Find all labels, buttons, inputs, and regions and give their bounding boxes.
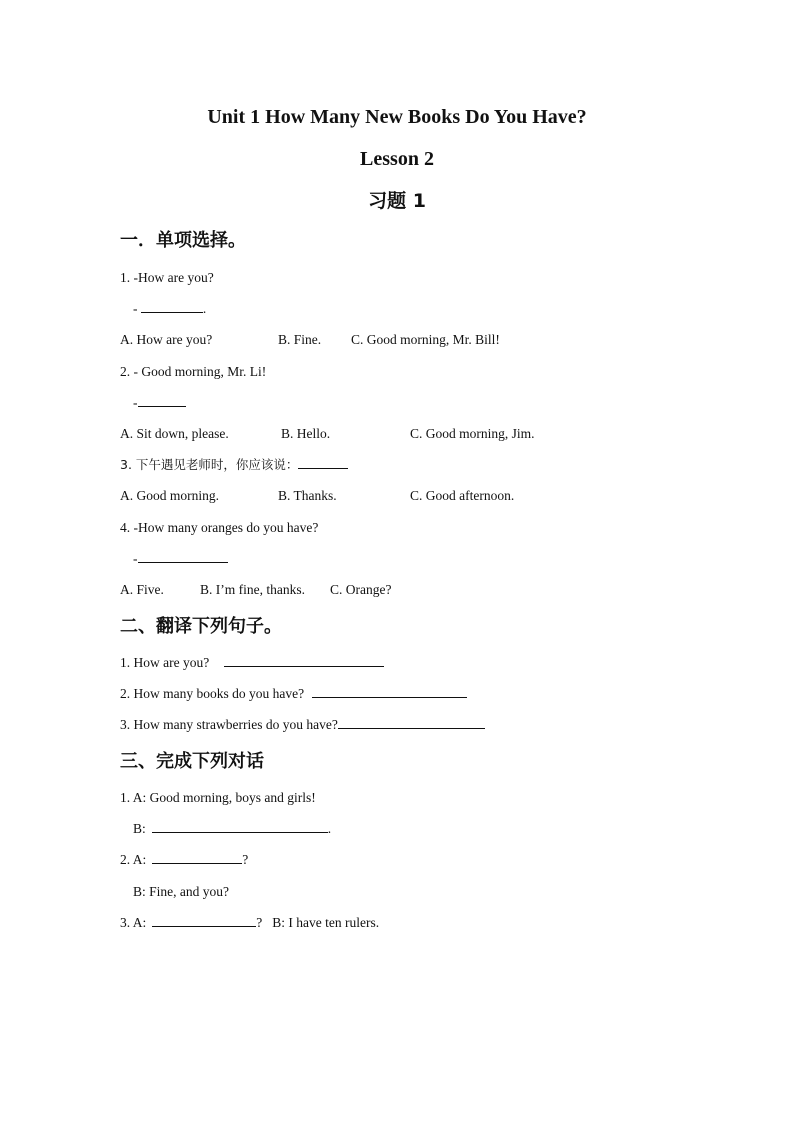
q1-answer-line [133, 300, 206, 318]
dialog-2-a-suffix: ? [242, 852, 249, 867]
dialog-2-b: B: Fine, and you? [133, 884, 229, 899]
q1-answer-prefix: - [133, 301, 141, 316]
dialog-3-line [120, 914, 379, 932]
dialog-3-b: B: I have ten rulers. [272, 915, 380, 930]
dialog-2-a-label: 2. A: [120, 852, 147, 867]
q2-option-a: A. Sit down, please. [120, 426, 229, 441]
translate-2-blank[interactable] [312, 685, 467, 698]
dialog-1-b-blank[interactable] [152, 820, 328, 833]
section3-heading: 三、完成下列对话 [120, 751, 264, 772]
dialog-3-a-label: 3. A: [120, 915, 147, 930]
translate-1-line [120, 654, 384, 672]
q2-answer-line [133, 394, 186, 412]
q1-option-a: A. How are you? [120, 332, 213, 347]
translate-3-line [120, 716, 485, 734]
q2-option-c: C. Good morning, Jim. [410, 426, 535, 441]
q1-option-c: C. Good morning, Mr. Bill! [351, 332, 500, 347]
translate-1-text: 1. How are you? [120, 655, 210, 670]
q3-option-b: B. Thanks. [278, 488, 337, 503]
exercise-title: 习题 1 [368, 190, 426, 212]
q3-option-c: C. Good afternoon. [410, 488, 515, 503]
dialog-3-a-suffix: ? [256, 915, 263, 930]
q1-option-b: B. Fine. [278, 332, 322, 347]
q2-answer-blank[interactable] [138, 394, 186, 407]
q2-stem: 2. - Good morning, Mr. Li! [120, 364, 267, 379]
translate-1-blank[interactable] [224, 654, 384, 667]
translate-2-line [120, 685, 467, 703]
q4-answer-blank[interactable] [138, 550, 228, 563]
dialog-2-a-blank[interactable] [152, 851, 242, 864]
unit-title: Unit 1 How Many New Books Do You Have? [207, 106, 587, 128]
q4-answer-prefix: - [133, 551, 138, 566]
q4-answer-line [133, 550, 228, 568]
q3-stem-line [120, 456, 348, 474]
translate-3-text: 3. How many strawberries do you have? [120, 717, 338, 732]
dialog-1-b-line [133, 820, 331, 838]
dialog-2-a-line [120, 851, 248, 869]
q1-answer-suffix: . [202, 301, 207, 316]
q1-answer-blank[interactable] [141, 300, 203, 313]
lesson-title: Lesson 2 [360, 148, 434, 170]
q4-option-c: C. Orange? [330, 582, 392, 597]
dialog-3-a-blank[interactable] [152, 914, 256, 927]
section2-heading: 二、翻译下列句子。 [120, 616, 282, 637]
dialog-1-b-label: B: [133, 821, 146, 836]
dialog-1-a: 1. A: Good morning, boys and girls! [120, 790, 316, 805]
q4-stem: 4. -How many oranges do you have? [120, 520, 319, 535]
translate-3-blank[interactable] [338, 716, 485, 729]
q3-stem: 3. 下午遇见老师时，你应该说： [120, 457, 299, 472]
q3-answer-blank[interactable] [298, 456, 348, 469]
section1-heading: 一．单项选择。 [120, 230, 246, 251]
q4-option-a: A. Five. [120, 582, 164, 597]
translate-2-text: 2. How many books do you have? [120, 686, 305, 701]
dialog-1-b-suffix: . [327, 821, 332, 836]
q4-option-b: B. I’m fine, thanks. [200, 582, 305, 597]
q1-stem: 1. -How are you? [120, 270, 214, 285]
q2-option-b: B. Hello. [281, 426, 331, 441]
q3-option-a: A. Good morning. [120, 488, 219, 503]
q2-answer-prefix: - [133, 395, 138, 410]
